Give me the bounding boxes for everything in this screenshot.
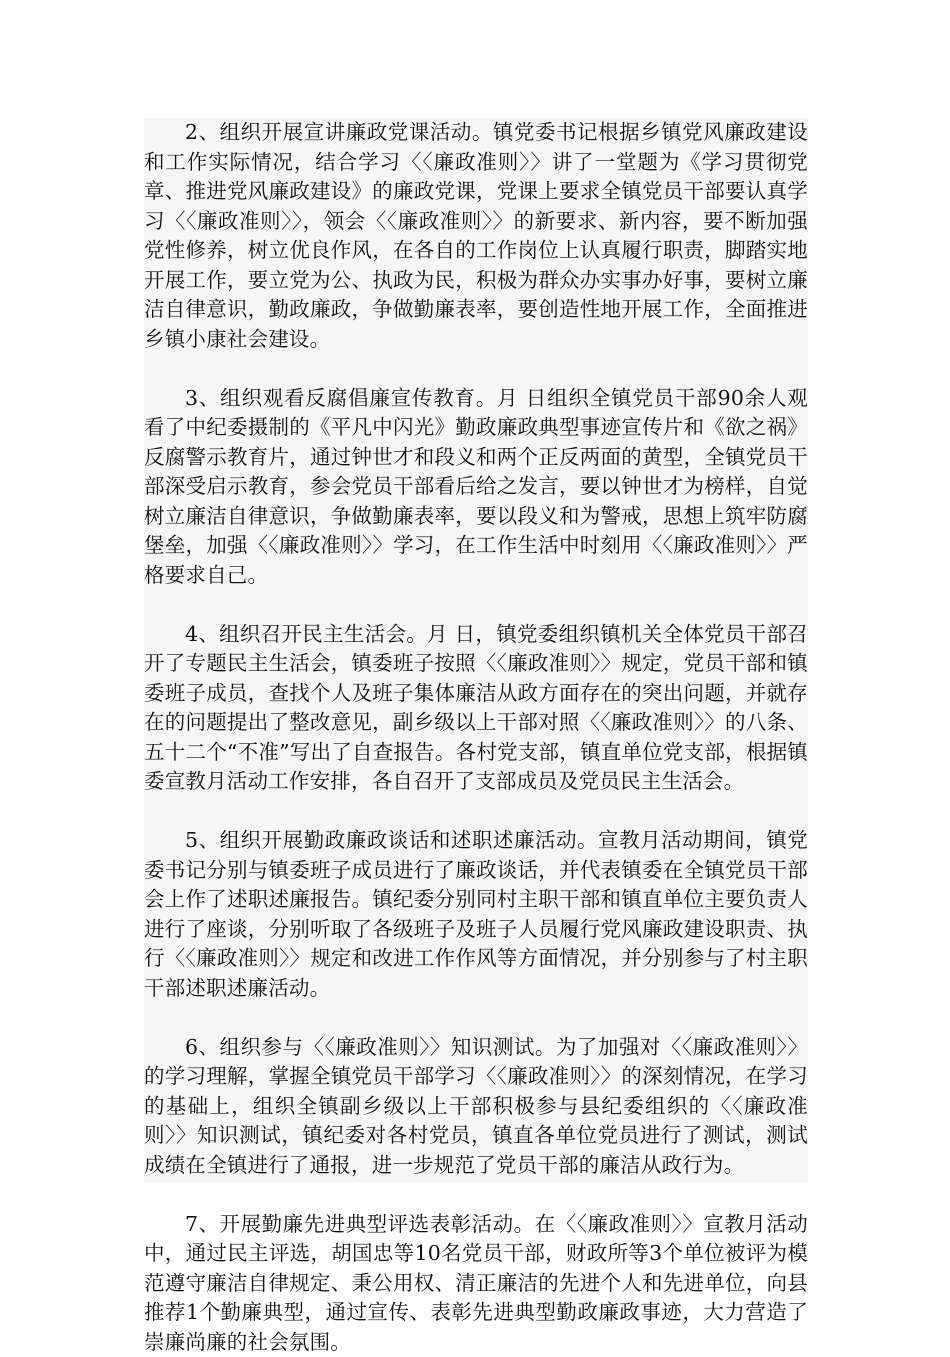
paragraph-2: 2、组织开展宣讲廉政党课活动。镇党委书记根据乡镇党风廉政建设和工作实际情况，结合学习〈〈廉政准则〉〉讲了一堂题为《学习贯彻党章、推进党风廉政建设》的廉政党课，党课上要求全镇党员干部要认真学习〈〈廉政准则〉〉，领会〈〈廉政准则〉〉的新要求、新内容，要不断加强党性修养，树立优良作风，在各自的工作岗位上认真履行职责，脚踏实地开展工作，要立党为公、执政为民，积极为群众办实事办好事，要树立廉洁自律意识，勤政廉政，争做勤廉表率，要创造性地开展工作，全面推进乡镇小康社会建设。 [144,118,808,354]
paragraph-6: 6、组织参与〈〈廉政准则〉〉知识测试。为了加强对〈〈廉政准则〉〉的学习理解，掌握全镇党员干部学习〈〈廉政准则〉〉的深刻情况，在学习的基础上，组织全镇副乡级以上干部积极参与县纪委组织的〈〈廉政准则〉〉知识测试，镇纪委对各村党员，镇直各单位党员进行了测试，测试成绩在全镇进行了通报，进一步规范了党员干部的廉洁从政行为。 [144,1033,808,1181]
paragraph-5: 5、组织开展勤政廉政谈话和述职述廉活动。宣教月活动期间，镇党委书记分别与镇委班子成员进行了廉政谈话，并代表镇委在全镇党员干部会上作了述职述廉报告。镇纪委分别同村主职干部和镇直单位主要负责人进行了座谈，分别听取了各级班子及班子人员履行党风廉政建设职责、执行〈〈廉政准则〉〉规定和改进工作作风等方面情况，并分别参与了村主职干部述职述廉活动。 [144,826,808,1003]
paragraph-4: 4、组织召开民主生活会。月 日，镇党委组织镇机关全体党员干部召开了专题民主生活会，镇委班子按照〈〈廉政准则〉〉规定，党员干部和镇委班子成员，查找个人及班子集体廉洁从政方面存在的突出问题，并就存在的问题提出了整改意见，副乡级以上干部对照〈〈廉政准则〉〉的八条、五十二个“不准”写出了自查报告。各村党支部，镇直单位党支部，根据镇委宣教月活动工作安排，各自召开了支部成员及党员民主生活会。 [144,620,808,797]
paragraph-3: 3、组织观看反腐倡廉宣传教育。月 日组织全镇党员干部90余人观看了中纪委摄制的《平凡中闪光》勤政廉政典型事迹宣传片和《欲之祸》反腐警示教育片，通过钟世才和段义和两个正反两面的黄型，全镇党员干部深受启示教育，参会党员干部看后给之发言，要以钟世才为榜样，自觉树立廉洁自律意识，争做勤廉表率，要以段义和为警戒，思想上筑牢防腐堡垒，加强〈〈廉政准则〉〉学习，在工作生活中时刻用〈〈廉政准则〉〉严格要求自己。 [144,384,808,591]
document-body [144,118,808,1182]
paragraph-7: 7、开展勤廉先进典型评选表彰活动。在〈〈廉政准则〉〉宣教月活动中，通过民主评选，胡国忠等10名党员干部，财政所等3个单位被评为模范遵守廉洁自律规定、秉公用权、清正廉洁的先进个人和先进单位，向县推荐1个勤廉典型，通过宣传、表彰先进典型勤政廉政事迹，大力营造了崇廉尚廉的社会氛围。 [144,1210,808,1357]
